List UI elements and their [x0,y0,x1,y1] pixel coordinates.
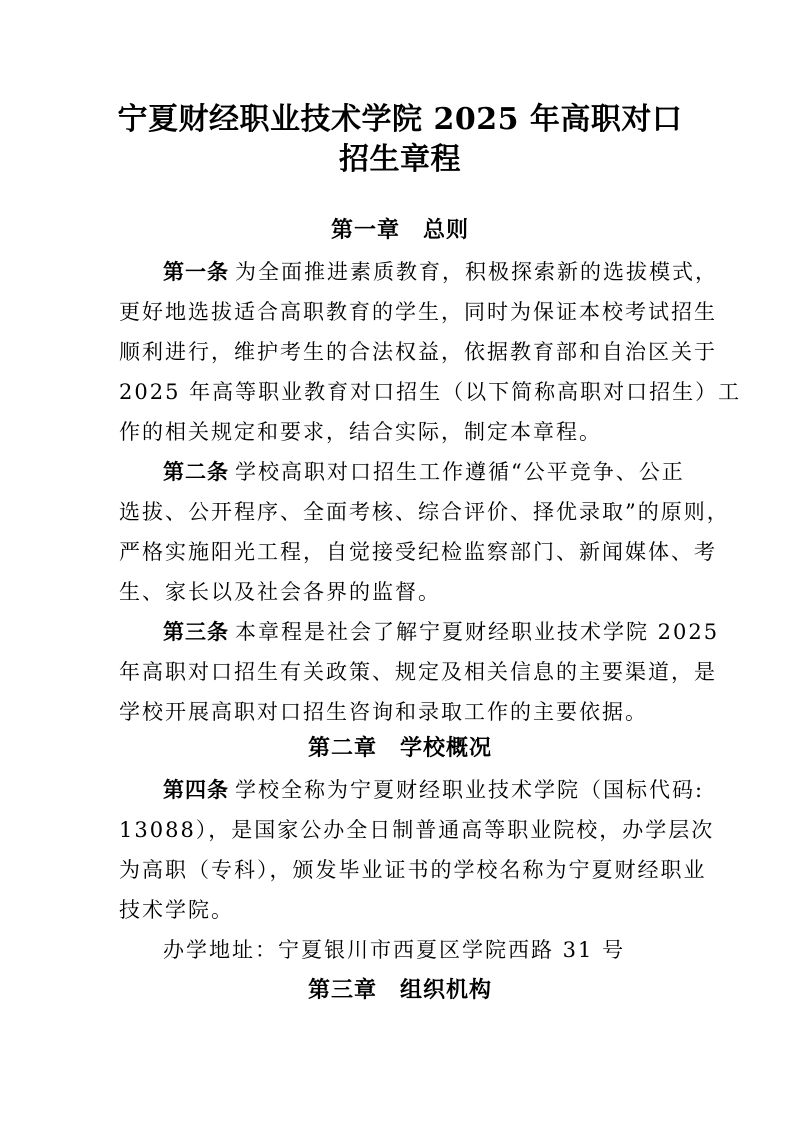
article-1-line-1 [163,257,718,287]
article-4-line-1 [163,775,704,805]
article-1-label: 第一条 [163,259,229,284]
article-3-line-3: 学校开展高职对口招生咨询和录取工作的主要依据。 [119,700,648,724]
article-2-label: 第二条 [163,459,229,484]
article-4-line-4: 技术学院。 [119,898,234,922]
article-1-line-4: 2025 年高等职业教育对口招生（以下简称高职对口招生）工 [119,380,742,404]
article-2-text: 学校高职对口招生工作遵循“公平竞争、公正 [235,460,685,484]
chapter-2-heading: 第二章 学校概况 [307,735,492,761]
article-4-text: 学校全称为宁夏财经职业技术学院（国标代码: [235,778,705,802]
chapter-1-heading: 第一章 总则 [330,217,469,243]
article-3-text: 本章程是社会了解宁夏财经职业技术学院 2025 [235,620,720,644]
article-2-line-4: 生、家长以及社会各界的监督。 [119,580,441,604]
document-title-line-1: 宁夏财经职业技术学院 2025 年高职对口 [117,102,683,137]
article-3-line-2: 年高职对口招生有关政策、规定及相关信息的主要渠道，是 [119,660,717,684]
article-2-line-2: 选拔、公开程序、全面考核、综合评价、择优录取”的原则， [119,500,730,524]
article-2-line-3: 严格实施阳光工程，自觉接受纪检监察部门、新闻媒体、考 [119,540,717,564]
article-1-line-3: 顺利进行，维护考生的合法权益，依据教育部和自治区关于 [119,340,717,364]
article-1-line-5: 作的相关规定和要求，结合实际，制定本章程。 [119,420,602,444]
article-3-line-1 [163,617,719,647]
article-3-label: 第三条 [163,619,229,644]
article-4-line-3: 为高职（专科），颁发毕业证书的学校名称为宁夏财经职业 [119,858,707,882]
article-1-text: 为全面推进素质教育，积极探索新的选拔模式， [235,260,718,284]
document-title-line-2: 招生章程 [339,142,461,177]
chapter-3-heading: 第三章 组织机构 [307,977,492,1003]
article-4-label: 第四条 [163,777,229,802]
article-1-line-2: 更好地选拔适合高职教育的学生，同时为保证本校考试招生 [119,300,717,324]
article-2-line-1 [163,457,685,487]
school-address: 办学地址：宁夏银川市西夏区学院西路 31 号 [163,938,626,962]
article-4-line-2: 13088），是国家公办全日制普通高等职业院校，办学层次 [119,818,715,842]
